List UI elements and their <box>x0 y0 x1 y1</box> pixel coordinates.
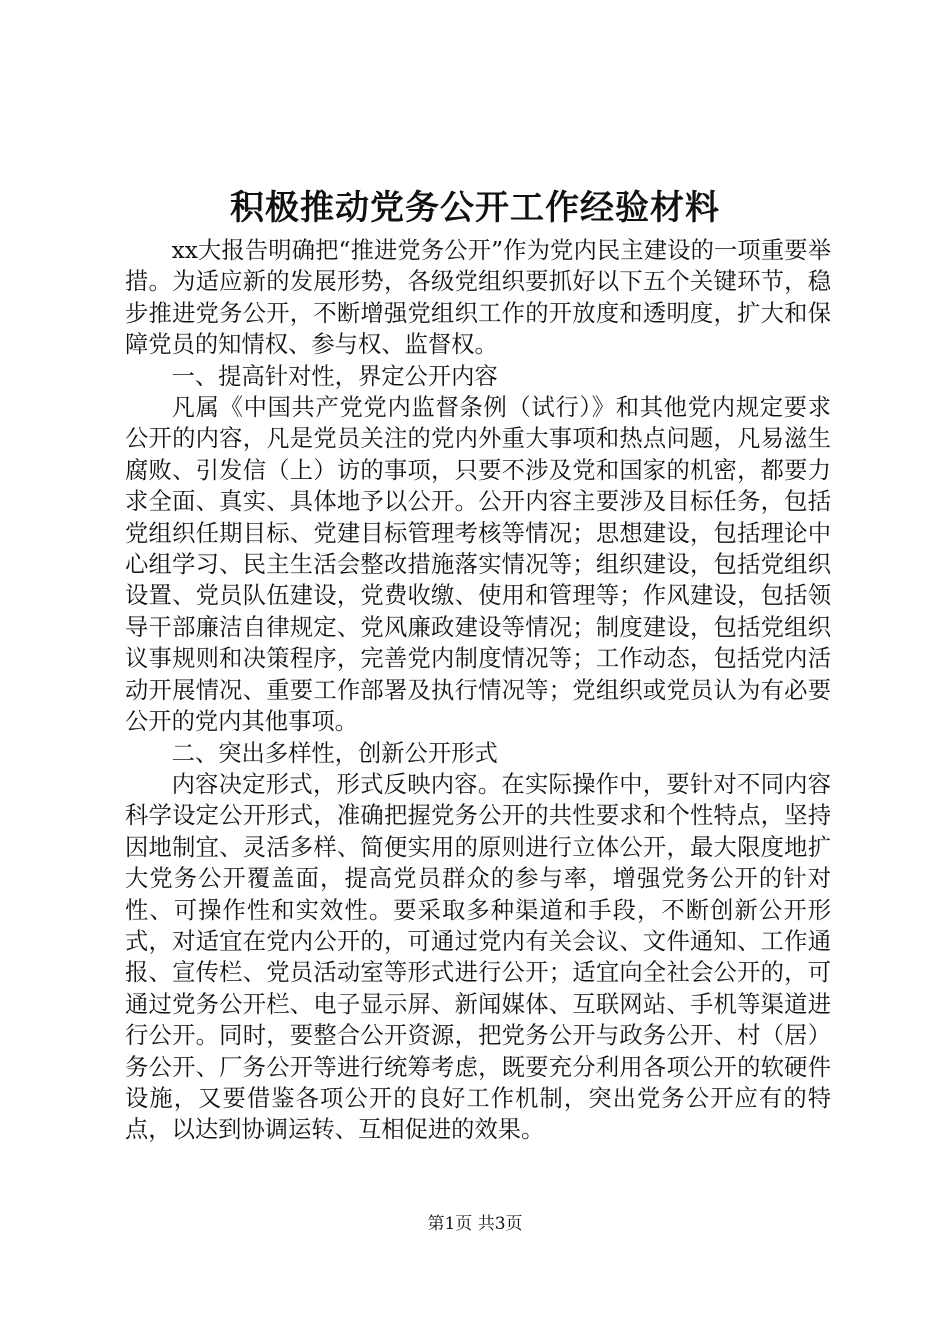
document-body <box>125 235 831 1146</box>
section-body-1: 凡属《中国共产党党内监督条例（试行）》和其他党内规定要求公开的内容，凡是党员关注的党内外重大事项和热点问题，凡易滋生腐败、引发信（上）访的事项，只要不涉及党和国家的机密，都要力求全面、真实、具体地予以公开。公开内容主要涉及目标任务，包括党组织任期目标、党建目标管理考核等情况；思想建设，包括理论中心组学习、民主生活会整改措施落实情况等；组织建设，包括党组织设置、党员队伍建设，党费收缴、使用和管理等；作风建设，包括领导干部廉洁自律规定、党风廉政建设等情况；制度建设，包括党组织议事规则和决策程序，完善党内制度情况等；工作动态，包括党内活动开展情况、重要工作部署及执行情况等；党组织或党员认为有必要公开的党内其他事项。 <box>125 394 831 736</box>
document-title: 积极推动党务公开工作经验材料 <box>230 188 720 228</box>
page-number-footer: 第1页 共3页 <box>427 1214 523 1234</box>
section-heading-1: 一、提高针对性，界定公开内容 <box>171 362 498 390</box>
section-heading-2: 二、突出多样性，创新公开形式 <box>171 739 498 767</box>
intro-paragraph: xx大报告明确把“推进党务公开”作为党内民主建设的一项重要举措。为适应新的发展形势，各级党组织要抓好以下五个关键环节，稳步推进党务公开，不断增强党组织工作的开放度和透明度，扩大和保障党员的知情权、参与权、监督权。 <box>125 237 831 359</box>
section-body-2: 内容决定形式，形式反映内容。在实际操作中，要针对不同内容科学设定公开形式，准确把握党务公开的共性要求和个性特点，坚持因地制宜、灵活多样、简便实用的原则进行立体公开，最大限度地扩大党务公开覆盖面，提高党员群众的参与率，增强党务公开的针对性、可操作性和实效性。要采取多种渠道和手段，不断创新公开形式，对适宜在党内公开的，可通过党内有关会议、文件通知、工作通报、宣传栏、党员活动室等形式进行公开；适宜向全社会公开的，可通过党务公开栏、电子显示屏、新闻媒体、互联网站、手机等渠道进行公开。同时，要整合公开资源，把党务公开与政务公开、村（居）务公开、厂务公开等进行统筹考虑，既要充分利用各项公开的软硬件设施，又要借鉴各项公开的良好工作机制，突出党务公开应有的特点，以达到协调运转、互相促进的效果。 <box>125 770 831 1144</box>
